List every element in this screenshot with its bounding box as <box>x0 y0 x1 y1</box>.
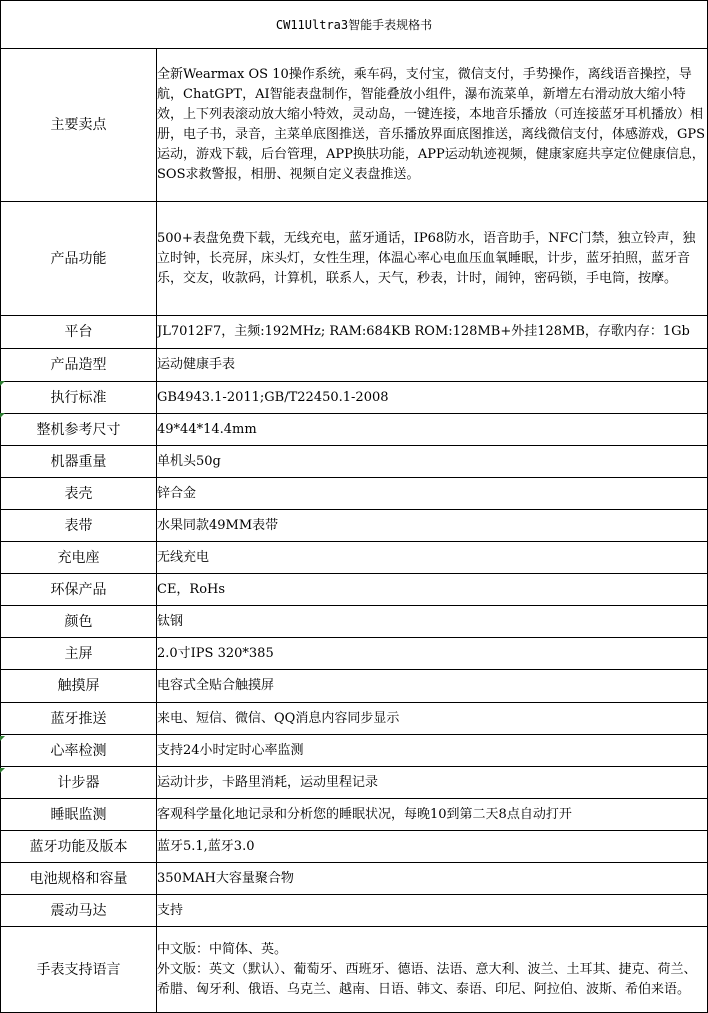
spec-row <box>1 316 708 349</box>
spec-row <box>1 863 708 895</box>
spec-label: 平台 <box>1 316 157 349</box>
spec-label: 环保产品 <box>1 574 157 606</box>
spec-row <box>1 542 708 574</box>
spec-row <box>1 49 708 202</box>
spec-label: 蓝牙推送 <box>1 703 157 735</box>
spec-row <box>1 703 708 735</box>
spec-row <box>1 478 708 510</box>
spec-value: 49*44*14.4mm <box>157 414 708 446</box>
spec-label: 整机参考尺寸 <box>1 414 157 446</box>
spec-value: JL7012F7，主频:192MHz; RAM:684KB ROM:128MB+外挂128MB，存歌内存：1Gb <box>157 316 708 349</box>
spec-value: 运动健康手表 <box>157 349 708 382</box>
spec-value: CE，RoHs <box>157 574 708 606</box>
spec-value: 蓝牙5.1,蓝牙3.0 <box>157 831 708 863</box>
spec-label: 产品功能 <box>1 202 157 316</box>
comment-marker <box>0 768 5 773</box>
spec-value: 2.0寸IPS 320*385 <box>157 638 708 670</box>
spec-value: 支持 <box>157 895 708 927</box>
spec-row <box>1 414 708 446</box>
title-row <box>1 1 708 49</box>
spec-row <box>1 638 708 670</box>
spec-label: 表壳 <box>1 478 157 510</box>
spec-row <box>1 799 708 831</box>
spec-label: 心率检测 <box>1 735 157 767</box>
spec-row <box>1 574 708 606</box>
sheet-title: CW11Ultra3智能手表规格书 <box>1 1 708 49</box>
spec-row <box>1 831 708 863</box>
spec-row <box>1 927 708 1013</box>
spec-label: 颜色 <box>1 606 157 638</box>
spec-value: 支持24小时定时心率监测 <box>157 735 708 767</box>
spec-label: 蓝牙功能及版本 <box>1 831 157 863</box>
spec-label: 充电座 <box>1 542 157 574</box>
spec-value: 客观科学量化地记录和分析您的睡眠状况，每晚10到第二天8点自动打开 <box>157 799 708 831</box>
spec-value: 单机头50g <box>157 446 708 478</box>
spec-value: 来电、短信、微信、QQ消息内容同步显示 <box>157 703 708 735</box>
spec-label: 计步器 <box>1 767 157 799</box>
comment-marker <box>0 413 5 418</box>
spec-value: 电容式全贴合触摸屏 <box>157 670 708 703</box>
spec-label: 触摸屏 <box>1 670 157 703</box>
spec-label: 手表支持语言 <box>1 927 157 1013</box>
spec-row <box>1 510 708 542</box>
spec-label: 执行标准 <box>1 382 157 414</box>
spec-row <box>1 670 708 703</box>
spec-value: 无线充电 <box>157 542 708 574</box>
spec-row <box>1 735 708 767</box>
spec-value: GB4943.1-2011;GB/T22450.1-2008 <box>157 382 708 414</box>
spec-value: 中文版：中简体、英。 外文版：英文（默认）、葡萄牙、西班牙、德语、法语、意大利、波兰、土耳其、捷克、荷兰、希腊、匈牙利、俄语、乌克兰、越南、日语、韩文、泰语、印尼、阿拉伯、波斯、希伯来语。 <box>157 927 708 1013</box>
comment-marker <box>0 381 5 386</box>
spec-row <box>1 895 708 927</box>
spec-label: 震动马达 <box>1 895 157 927</box>
spec-label: 睡眠监测 <box>1 799 157 831</box>
spec-row <box>1 382 708 414</box>
spec-label: 主屏 <box>1 638 157 670</box>
spec-value: 500+表盘免费下载，无线充电，蓝牙通话，IP68防水，语音助手，NFC门禁，独立铃声，独立时钟，长亮屏，床头灯，女性生理，体温心率心电血压血氧睡眠，计步，蓝牙拍照，蓝牙音乐，交友，收款码，计算机，联系人，天气，秒表，计时，闹钟，密码锁，手电筒，按摩。 <box>157 202 708 316</box>
spec-label: 产品造型 <box>1 349 157 382</box>
spec-value: 全新Wearmax OS 10操作系统，乘车码，支付宝，微信支付，手势操作，离线语音操控，导航，ChatGPT，AI智能表盘制作，智能叠放小组件，瀑布流菜单，新增左右滑动放大缩小特效，上下列表滚动放大缩小特效，灵动岛，一键连接，本地音乐播放（可连接蓝牙耳机播放）相册，电子书，录音，主菜单底图推送，音乐播放界面底图推送，离线微信支付，体感游戏，GPS运动，游戏下载，后台管理，APP换肤功能，APP运动轨迹视频，健康家庭共享定位健康信息，SOS求救警报，相册、视频自定义表盘推送。 <box>157 49 708 202</box>
comment-marker <box>0 736 5 741</box>
spec-label: 电池规格和容量 <box>1 863 157 895</box>
spec-value: 钛钢 <box>157 606 708 638</box>
spec-label: 主要卖点 <box>1 49 157 202</box>
spec-label: 表带 <box>1 510 157 542</box>
spec-row <box>1 606 708 638</box>
spec-value: 350MAH大容量聚合物 <box>157 863 708 895</box>
spec-row <box>1 446 708 478</box>
spec-row <box>1 349 708 382</box>
spec-row <box>1 767 708 799</box>
spec-value: 运动计步，卡路里消耗，运动里程记录 <box>157 767 708 799</box>
spec-label: 机器重量 <box>1 446 157 478</box>
spec-value: 水果同款49MM表带 <box>157 510 708 542</box>
spec-value: 锌合金 <box>157 478 708 510</box>
spec-row <box>1 202 708 316</box>
